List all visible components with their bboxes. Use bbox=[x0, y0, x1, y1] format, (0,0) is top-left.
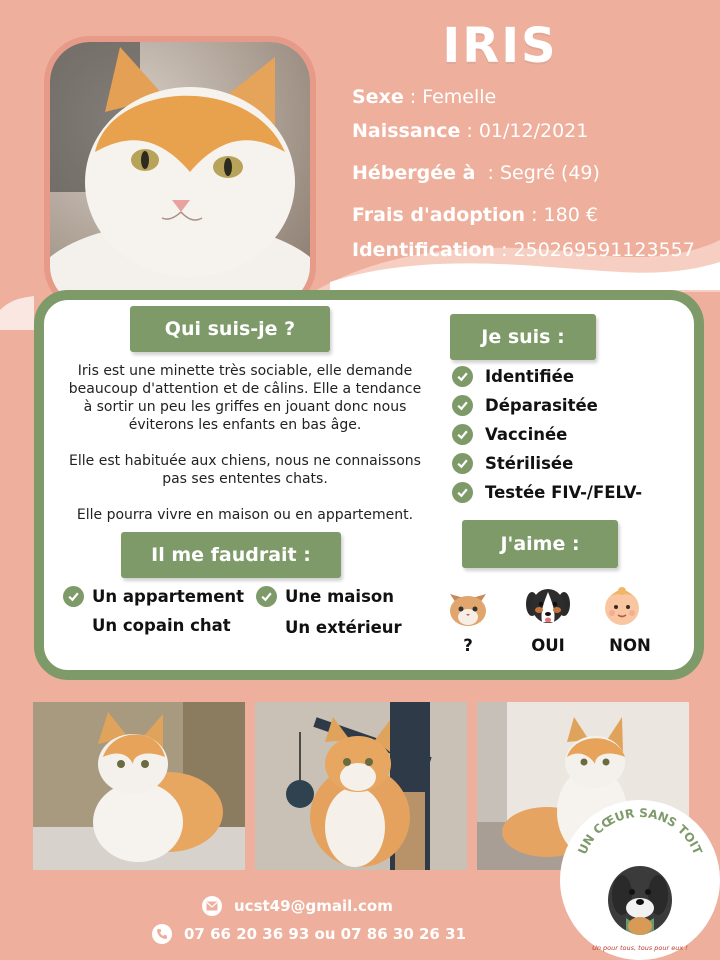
info-sexe: Sexe : Femelle bbox=[352, 86, 497, 108]
contact-email[interactable]: ucst49@gmail.com bbox=[202, 896, 393, 916]
bio-paragraph: Elle pourra vivre en maison ou en appartement. bbox=[76, 507, 414, 523]
check-icon bbox=[452, 424, 473, 445]
label-qui-suis-je: Qui suis-je ? bbox=[130, 306, 330, 352]
label-j-aime: J'aime : bbox=[462, 520, 618, 568]
gallery-photo-2 bbox=[255, 702, 467, 870]
need-item-copain-chat: Un copain chat bbox=[92, 616, 231, 635]
main-cat-photo bbox=[44, 36, 316, 312]
cat-face-icon bbox=[444, 584, 492, 632]
like-answer-baby: NON bbox=[609, 636, 651, 655]
need-item-exterieur: Un extérieur bbox=[285, 618, 402, 637]
need-item-maison: Une maison bbox=[256, 586, 394, 607]
list-item: Testée FIV-/FELV- bbox=[452, 482, 642, 503]
info-identification: Identification : 250269591123557 bbox=[352, 239, 695, 261]
pet-name-title: IRIS bbox=[442, 18, 558, 74]
bio-paragraph: Elle est habituée aux chiens, nous ne connaissons pas ses ententes chats. bbox=[69, 453, 421, 487]
dog-face-icon bbox=[524, 582, 572, 630]
list-item: Identifiée bbox=[452, 366, 574, 387]
check-icon bbox=[452, 482, 473, 503]
like-answer-cat: ? bbox=[463, 636, 473, 655]
check-icon bbox=[63, 586, 84, 607]
need-item-appartement: Un appartement bbox=[63, 586, 244, 607]
gallery-photo-1 bbox=[33, 702, 245, 870]
label-je-suis: Je suis : bbox=[450, 314, 596, 360]
check-icon bbox=[452, 366, 473, 387]
bio-paragraph: Iris est une minette très sociable, elle demande beaucoup d'attention et de câlins. Elle a tendance à sortir un peu les griffes en jouant donc nous éviterons les enfants en bas âge. bbox=[68, 363, 422, 433]
baby-face-icon bbox=[598, 582, 646, 630]
bio-text bbox=[64, 362, 426, 542]
list-item: Déparasitée bbox=[452, 395, 598, 416]
like-answer-dog: OUI bbox=[531, 636, 565, 655]
logo-illustration bbox=[560, 800, 720, 960]
svg-text:Un pour tous, tous pour eux !: Un pour tous, tous pour eux ! bbox=[592, 944, 688, 952]
label-il-me-faudrait: Il me faudrait : bbox=[121, 532, 341, 578]
info-hebergee: Hébergée à : Segré (49) bbox=[352, 162, 600, 184]
check-icon bbox=[452, 395, 473, 416]
svg-text:UN CŒUR SANS TOIT: UN CŒUR SANS TOIT bbox=[575, 805, 705, 857]
contact-phone[interactable]: 07 66 20 36 93 ou 07 86 30 26 31 bbox=[152, 924, 466, 944]
list-item: Stérilisée bbox=[452, 453, 573, 474]
check-icon bbox=[256, 586, 277, 607]
check-icon bbox=[452, 453, 473, 474]
association-logo bbox=[560, 800, 720, 960]
phone-icon bbox=[152, 924, 172, 944]
info-frais: Frais d'adoption : 180 € bbox=[352, 204, 598, 226]
list-item: Vaccinée bbox=[452, 424, 567, 445]
cat-portrait-illustration bbox=[50, 42, 310, 306]
envelope-icon bbox=[202, 896, 222, 916]
info-naissance: Naissance : 01/12/2021 bbox=[352, 120, 589, 142]
